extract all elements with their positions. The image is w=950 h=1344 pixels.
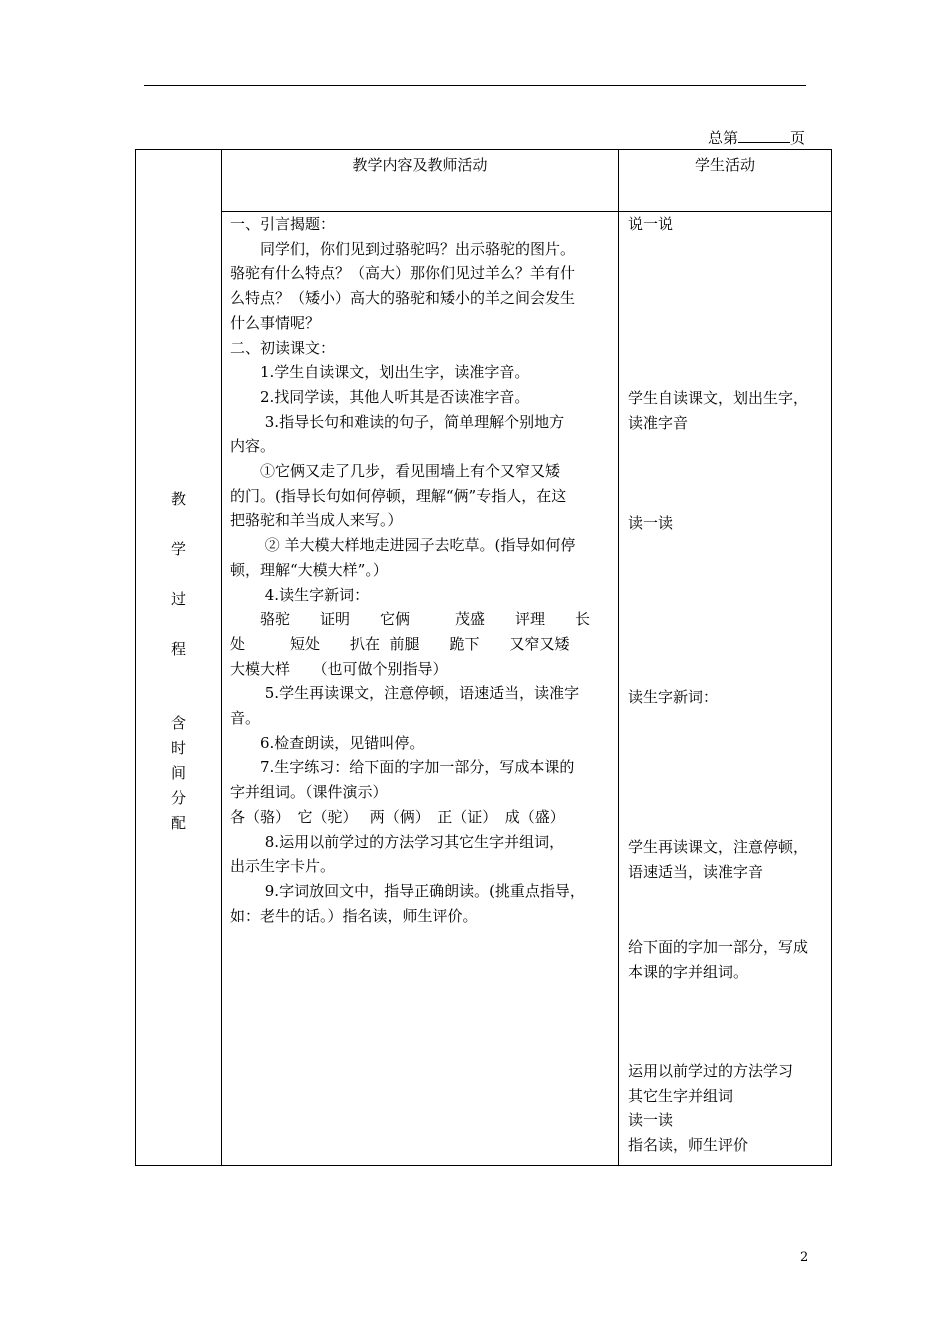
teacher-line: 音。 bbox=[230, 709, 261, 728]
student-block bbox=[628, 212, 828, 237]
left-label-char: 时 bbox=[170, 739, 186, 757]
teacher-line: 骆驼 证明 它俩 茂盛 评理 长 bbox=[230, 610, 591, 629]
student-line: 学生自读课文，划出生字， bbox=[628, 389, 809, 407]
student-block bbox=[628, 935, 828, 984]
student-line: 本课的字并组词。 bbox=[628, 962, 749, 981]
left-label-char: 分 bbox=[170, 789, 186, 807]
student-line: 读一读 bbox=[628, 514, 674, 532]
student-block bbox=[628, 386, 828, 435]
student-line: 说一说 bbox=[628, 215, 674, 233]
teacher-line: 如：老牛的话。）指名读，师生评价。 bbox=[230, 906, 478, 925]
student-column-header: 学生活动 bbox=[694, 156, 755, 174]
teacher-line: 内容。 bbox=[230, 437, 276, 456]
teacher-line: 顿，理解“大模大样”。） bbox=[230, 560, 388, 579]
teacher-line: 字并组词。（课件演示） bbox=[230, 783, 388, 802]
left-label-column bbox=[136, 150, 221, 1165]
teacher-line: 2.找同学读，其他人听其是否读准字音。 bbox=[230, 387, 530, 406]
student-line: 语速适当，读准字音 bbox=[628, 862, 764, 881]
page-count-suffix: 页 bbox=[789, 129, 805, 147]
teacher-line: 把骆驼和羊当成人来写。） bbox=[230, 511, 403, 530]
teacher-line: 同学们，你们见到过骆驼吗？出示骆驼的图片。 bbox=[230, 239, 576, 258]
teacher-line: 8.运用以前学过的方法学习其它生字并组词， bbox=[230, 832, 565, 851]
teacher-line: 一、引言揭题： bbox=[230, 215, 336, 233]
teacher-line: 出示生字卡片。 bbox=[230, 857, 336, 876]
student-line: 运用以前学过的方法学习 bbox=[628, 1062, 794, 1080]
student-line: 给下面的字加一部分，写成 bbox=[628, 938, 809, 956]
teacher-line: 二、初读课文： bbox=[230, 338, 336, 357]
teacher-column-header: 教学内容及教师活动 bbox=[352, 156, 488, 174]
left-label-char: 程 bbox=[170, 640, 186, 658]
left-label-char: 教 bbox=[170, 490, 186, 508]
teacher-line: 大模大样 （也可做个别指导） bbox=[230, 659, 448, 678]
teacher-line: ② 羊大模大样地走进园子去吃草。(指导如何停 bbox=[230, 536, 576, 555]
student-block bbox=[628, 685, 828, 710]
teacher-line: 骆驼有什么特点？（高大）那你们见过羊么？羊有什 bbox=[230, 264, 576, 283]
left-label-char: 配 bbox=[170, 814, 186, 832]
teacher-line: ①它俩又走了几步，看见围墙上有个又窄又矮 bbox=[230, 462, 561, 481]
student-block bbox=[628, 1059, 828, 1158]
teacher-line: 1.学生自读课文，划出生字，读准字音。 bbox=[230, 363, 530, 382]
lesson-table bbox=[135, 149, 832, 1166]
student-line: 其它生字并组词 bbox=[628, 1086, 734, 1105]
student-line: 读准字音 bbox=[628, 413, 689, 432]
teacher-line: 什么事情呢？ bbox=[230, 313, 321, 332]
teacher-line: 的门。(指导长句如何停顿，理解“俩”专指人，在这 bbox=[230, 486, 567, 505]
teacher-line: 4.读生字新词： bbox=[230, 585, 370, 604]
teacher-line: 处 短处 扒在 前腿 跪下 又窄又矮 bbox=[230, 634, 570, 653]
student-line: 指名读，师生评价 bbox=[628, 1136, 749, 1155]
student-line: 读一读 bbox=[628, 1111, 674, 1130]
teacher-line: 各（骆） 它（驼） 两（俩） 正（证） 成（盛） bbox=[230, 807, 565, 826]
left-label-char: 间 bbox=[170, 764, 186, 782]
header-rule bbox=[144, 85, 806, 86]
page-number: 2 bbox=[800, 1250, 809, 1265]
teacher-line: 么特点？（矮小）高大的骆驼和矮小的羊之间会发生 bbox=[230, 289, 576, 308]
teacher-content bbox=[230, 212, 616, 928]
teacher-line: 6.检查朗读，见错叫停。 bbox=[230, 733, 425, 752]
student-block bbox=[628, 835, 828, 884]
left-label-char: 学 bbox=[170, 540, 186, 558]
page-count bbox=[708, 128, 805, 147]
teacher-line: 7.生字练习：给下面的字加一部分，写成本课的 bbox=[230, 758, 575, 777]
left-label-char: 含 bbox=[170, 714, 186, 732]
table-divider-left bbox=[221, 150, 222, 1165]
left-label-char: 过 bbox=[170, 590, 186, 608]
page-count-blank bbox=[738, 128, 790, 143]
teacher-line: 3.指导长句和难读的句子，简单理解个别地方 bbox=[230, 412, 565, 431]
teacher-line: 9.字词放回文中，指导正确朗读。(挑重点指导， bbox=[230, 881, 585, 900]
table-divider-right bbox=[618, 150, 619, 1165]
page-count-prefix: 总第 bbox=[707, 129, 738, 147]
teacher-line: 5.学生再读课文，注意停顿，语速适当，读准字 bbox=[230, 684, 580, 703]
student-block bbox=[628, 511, 828, 536]
student-line: 读生字新词： bbox=[628, 688, 719, 706]
student-line: 学生再读课文，注意停顿， bbox=[628, 838, 809, 856]
